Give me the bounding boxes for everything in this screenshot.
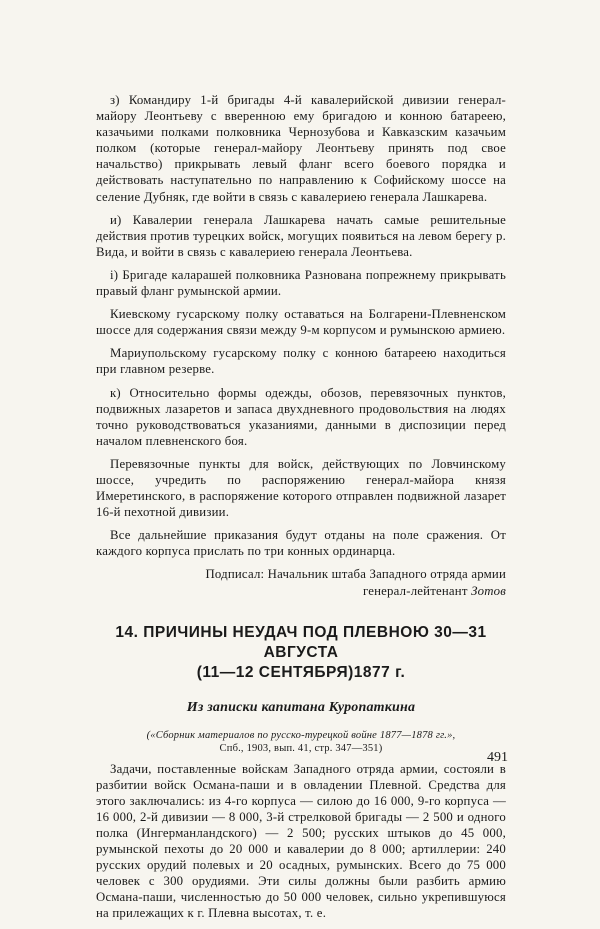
- section-heading: [96, 623, 506, 683]
- order-paragraph-i-dot: i) Бригаде каларашей полковника Разнована попрежнему прикрывать правый фланг румынской армии.: [96, 267, 506, 299]
- order-paragraph-k: к) Относительно формы одежды, обозов, перевязочных пунктов, подвижных лазаретов и запаса двухдневного продовольствия на людях точно руководствоваться указаниями, данными в диспозиции перед началом плевненского боя.: [96, 385, 506, 448]
- section-subheading: Из записки капитана Куропаткина: [186, 699, 416, 715]
- order-paragraph-mariupol-hussars: Мариупольскому гусарскому полку с конною батареею находиться при главном резерве.: [96, 346, 506, 377]
- page-content: [96, 92, 506, 929]
- section-body: Задачи, поставленные войскам Западного отряда армии, состояли в разбитии войск Османа-паши и в овладении Плевной. Средства для этого заключались: из 4-го корпуса — силою до 16 000, 9-го корпуса — 16 000, 2-й дивизии — 8 000, 3-й стрелковой бригады — 2 500 и одного полка (Ингерманландского) — 2 500; русских штыков до 45 000, румынской пехоты до 20 000 и кавалерии до 8 000; артиллерии: 240 русских орудий полевых и 20 осадных, румынских. Всего до 75 000 человек с 300 орудиями. Эти силы должны были разбить армию Османа-паши, численностью до 50 000 человек, сильно укрепившуюся на прилежащих к г. Плевна высотах, т. е.: [96, 761, 506, 921]
- page-number: 491: [487, 750, 508, 765]
- section-heading-line-2: (11—12 СЕНТЯБРЯ)1877 г.: [196, 663, 406, 681]
- order-paragraph-z: з) Командиру 1-й бригады 4-й кавалерийской дивизии генерал-майору Леонтьеву с вверенною ему бригадою и конною батареею, казачьими полками полковника Чернозубова и Кавказским казачьим полком (которые генерал-майору Леонтьеву принять под свое начальство) прикрывать левый фланг всего боевого порядка и действовать наступательно по направлению к Софийскому шоссе на селение Дубняк, где войти в связь с кавалериею генерала Лашкарева.: [96, 93, 506, 204]
- signature-line-1: Подписал: Начальник штаба Западного отряда армии: [205, 567, 506, 582]
- order-paragraph-i: и) Кавалерии генерала Лашкарева начать самые решительные действия против турецких войск, могущих появиться на левом берегу р. Вида, и войти в связь с кавалериею генерала Леонтьева.: [96, 212, 506, 259]
- source-citation: [96, 729, 506, 755]
- signature-line-2: [96, 583, 506, 599]
- section-heading-line-1: 14. ПРИЧИНЫ НЕУДАЧ ПОД ПЛЕВНОЮ 30—31 АВГУСТА: [115, 623, 487, 661]
- order-text: [96, 92, 506, 559]
- signature-name: Зотов: [471, 583, 506, 598]
- source-citation-line-1: («Сборник материалов по русско-турецкой войне 1877—1878 гг.»,: [146, 729, 456, 741]
- order-paragraph-dressing-stations: Перевязочные пункты для войск, действующих по Ловчинскому шоссе, учредить по распоряжению генерал-майора князя Имеретинского, в распоряжение которого отправлен подвижной лазарет 16-й пехотной дивизии.: [96, 456, 506, 520]
- source-citation-line-2: Спб., 1903, вып. 41, стр. 347—351): [219, 742, 383, 754]
- signature-rank: генерал-лейтенант: [362, 583, 468, 598]
- signature-block: [96, 566, 506, 598]
- order-paragraph-kiev-hussars: Киевскому гусарскому полку оставаться на Болгарени-Плевненском шоссе для содержания связи между 9-м корпусом и румынскою армиею.: [96, 307, 506, 338]
- order-paragraph-final: Все дальнейшие приказания будут отданы на поле сражения. От каждого корпуса прислать по три конных ординарца.: [96, 528, 506, 559]
